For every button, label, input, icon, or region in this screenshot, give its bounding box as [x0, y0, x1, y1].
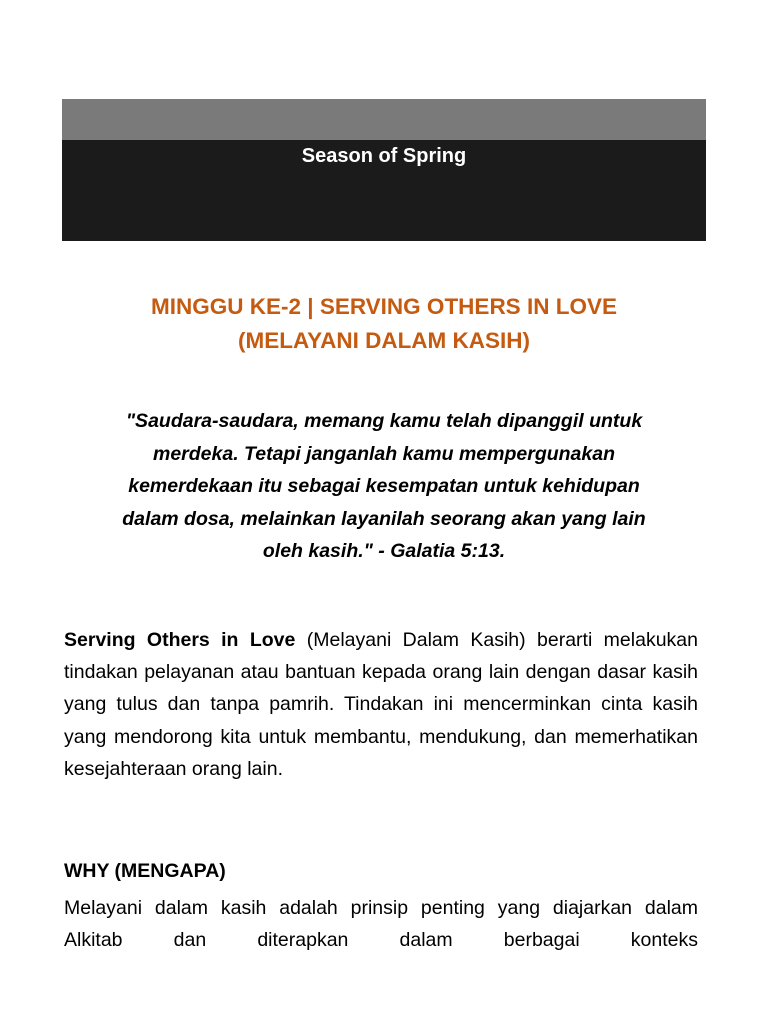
verse-line: kemerdekaan itu sebagai kesempatan untuk kehidupan	[128, 475, 640, 498]
verse-line: "Saudara-saudara, memang kamu telah dipanggil untuk	[125, 410, 643, 432]
banner-bottom-band	[62, 140, 706, 241]
intro-paragraph	[64, 624, 698, 785]
bible-verse	[62, 405, 706, 568]
intro-term: Serving Others in Love	[64, 629, 296, 651]
verse-line: merdeka. Tetapi janganlah kamu mempergunakan	[152, 442, 615, 465]
why-heading: WHY (MENGAPA)	[64, 860, 226, 882]
verse-line: oleh kasih." - Galatia 5:13.	[262, 540, 506, 563]
intro-text: (Melayani Dalam Kasih) berarti melakukan tindakan pelayanan atau bantuan kepada orang lain dengan dasar kasih yang tulus dan tanpa pamrih. Tindakan ini mencerminkan cinta kasih yang mendorong kita untuk membantu, mendukung, dan memerhatikan kesejahteraan orang lain.	[64, 629, 698, 780]
document-title-line-2: (MELAYANI DALAM KASIH)	[237, 328, 531, 353]
banner-top-band	[62, 99, 706, 140]
banner-title: Season of Spring	[301, 145, 467, 167]
header-banner	[62, 99, 706, 241]
verse-line: dalam dosa, melainkan layanilah seorang akan yang lain	[122, 507, 646, 530]
why-paragraph: Melayani dalam kasih adalah prinsip penting yang diajarkan dalam Alkitab dan diterapkan dalam berbagai konteks	[64, 897, 698, 952]
document-title-line-1: MINGGU KE-2 | SERVING OTHERS IN LOVE	[151, 294, 617, 319]
document-title	[62, 290, 706, 358]
